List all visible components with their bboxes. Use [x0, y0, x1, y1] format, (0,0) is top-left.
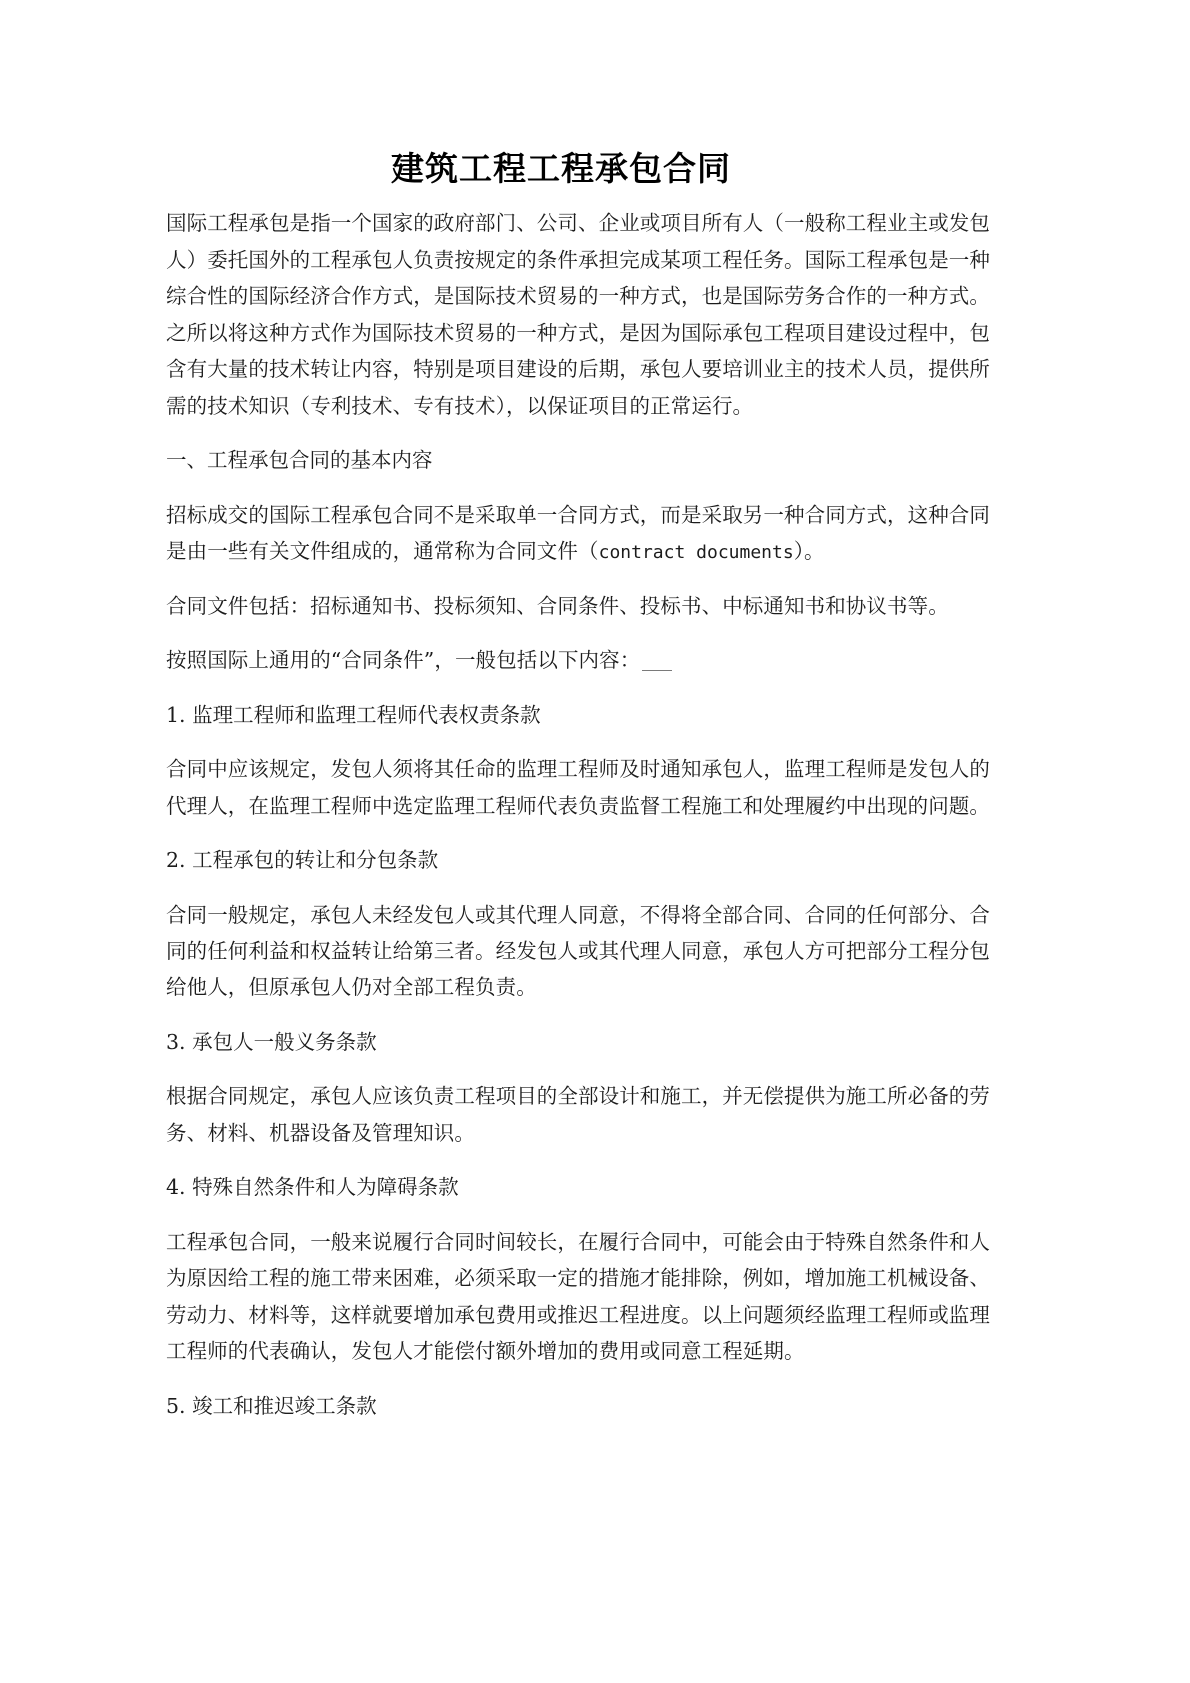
contract-documents-term: contract documents [598, 542, 794, 564]
intro-paragraph: 国际工程承包是指一个国家的政府部门、公司、企业或项目所有人（一般称工程业主或发包人）委托国外的工程承包人负责按规定的条件承担完成某项工程任务。国际工程承包是一种综合性的国际经济合作方式，是国际技术贸易的一种方式，也是国际劳务合作的一种方式。之所以将这种方式作为国际技术贸易的一种方式，是因为国际承包工程项目建设过程中，包含有大量的技术转让内容，特别是项目建设的后期，承包人要培训业主的技术人员，提供所需的技术知识（专利技术、专有技术），以保证项目的正常运行。 [166, 211, 990, 418]
contract-documents-text-tail: ）。 [793, 539, 825, 564]
clause-heading-2: 2. 工程承包的转让和分包条款 [166, 848, 439, 873]
clause-body-2: 合同一般规定，承包人未经发包人或其代理人同意，不得将全部合同、合同的任何部分、合同的任何利益和权益转让给第三者。经发包人或其代理人同意，承包人方可把部分工程分包给他人，但原承包人仍对全部工程负责。 [166, 902, 990, 1000]
contract-conditions-paragraph [166, 642, 990, 678]
section-heading-one: 一、工程承包合同的基本内容 [166, 448, 433, 473]
contract-documents-paragraph [166, 497, 990, 570]
page-title: 建筑工程工程承包合同 [391, 149, 731, 188]
clause-body-3: 根据合同规定，承包人应该负责工程项目的全部设计和施工，并无偿提供为施工所必备的劳务、材料、机器设备及管理知识。 [166, 1084, 990, 1145]
contract-conditions-text: 按照国际上通用的“合同条件”，一般包括以下内容： [166, 648, 641, 673]
clause-body-4: 工程承包合同，一般来说履行合同时间较长，在履行合同中，可能会由于特殊自然条件和人为原因给工程的施工带来困难，必须采取一定的措施才能排除，例如，增加施工机械设备、劳动力、材料等，这样就要增加承包费用或推迟工程进度。以上问题须经监理工程师或监理工程师的代表确认，发包人才能偿付额外增加的费用或同意工程延期。 [166, 1229, 990, 1364]
clause-heading-3: 3. 承包人一般义务条款 [166, 1029, 377, 1054]
clause-heading-5: 5. 竣工和推迟竣工条款 [166, 1393, 377, 1418]
clause-heading-1: 1. 监理工程师和监理工程师代表权责条款 [166, 702, 541, 727]
clause-heading-4: 4. 特殊自然条件和人为障碍条款 [166, 1175, 459, 1200]
contract-documents-text-lead: 招标成交的国际工程承包合同不是采取单一合同方式，而是采取另一种合同方式，这种合同是由一些有关文件组成的，通常称为合同文件（ [166, 502, 990, 564]
clause-body-1: 合同中应该规定，发包人须将其任命的监理工程师及时通知承包人，监理工程师是发包人的代理人，在监理工程师中选定监理工程师代表负责监督工程施工和处理履约中出现的问题。 [166, 757, 990, 818]
blank-underline-field[interactable] [642, 670, 672, 671]
contract-file-list-paragraph: 合同文件包括：招标通知书、投标须知、合同条件、投标书、中标通知书和协议书等。 [166, 593, 949, 618]
